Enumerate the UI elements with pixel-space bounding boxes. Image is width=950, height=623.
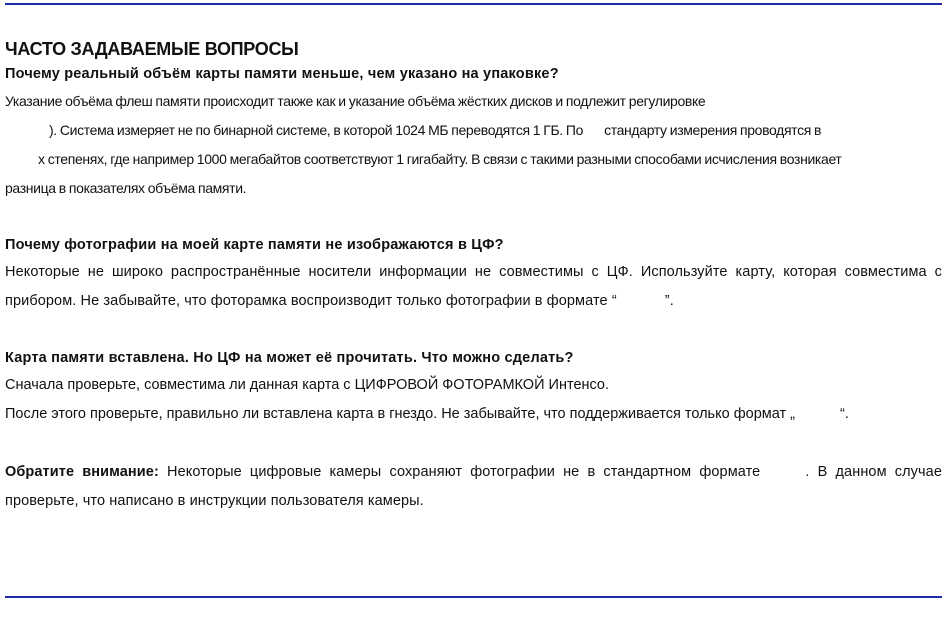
faq-question: Почему реальный объём карты памяти меньше, чем указано на упаковке? bbox=[5, 66, 559, 82]
faq-item-card-not-read bbox=[5, 345, 942, 429]
note-text bbox=[5, 458, 942, 516]
note-label: Обратите внимание: bbox=[5, 464, 159, 480]
faq-answer-line: ). Система измеряет не по бинарной системе, в которой 1024 МБ переводятся 1 ГБ. По bbox=[49, 122, 584, 138]
faq-answer-line: Сначала проверьте, совместима ли данная карта с ЦИФРОВОЙ ФОТОРАМКОЙ Интенсо. bbox=[5, 377, 610, 393]
top-divider bbox=[5, 3, 942, 5]
faq-answer-text: Некоторые не широко распространённые носители информации не совместимы с ЦФ. Используйте карту, которая совместима с прибором. Не забывайте, что фоторамка воспроизводит только фотографии в формате “ bbox=[5, 264, 942, 309]
faq-answer-line: После этого проверьте, правильно ли вставлена карта в гнездо. Не забывайте, что поддерживается только формат „ bbox=[5, 406, 795, 422]
faq-answer-line: Указание объёма флеш памяти происходит также как и указание объёма жёстких дисков и подлежит регулировке bbox=[5, 93, 706, 109]
faq-item-card-capacity bbox=[5, 61, 942, 203]
faq-answer-line: х степенях, где например 1000 мегабайтов соответствуют 1 гигабайту. В связи с такими разными способами исчисления возникает bbox=[38, 151, 842, 167]
faq-answer-line: разница в показателях объёма памяти. bbox=[5, 180, 247, 196]
faq-answer-text: ”. bbox=[664, 293, 674, 309]
faq-answer-line: стандарту измерения проводятся в bbox=[604, 122, 822, 138]
faq-section bbox=[5, 37, 942, 516]
note-body: Некоторые цифровые камеры сохраняют фотографии не в стандартном формате bbox=[167, 464, 761, 480]
faq-question: Карта памяти вставлена. Но ЦФ на может её прочитать. Что можно сделать? bbox=[5, 350, 574, 366]
note-block bbox=[5, 458, 942, 516]
faq-question: Почему фотографии на моей карте памяти не изображаются в ЦФ? bbox=[5, 237, 504, 253]
note-body: . В данном случае проверьте, что написано в инструкции пользователя камеры. bbox=[5, 464, 943, 509]
faq-answer-line: “. bbox=[839, 406, 849, 422]
faq-answer bbox=[5, 258, 942, 316]
bottom-divider bbox=[5, 596, 942, 598]
faq-answer bbox=[5, 371, 942, 429]
faq-answer bbox=[5, 87, 942, 203]
page-title: ЧАСТО ЗАДАВАЕМЫЕ ВОПРОСЫ bbox=[5, 39, 299, 59]
faq-item-photos-not-shown bbox=[5, 232, 942, 316]
